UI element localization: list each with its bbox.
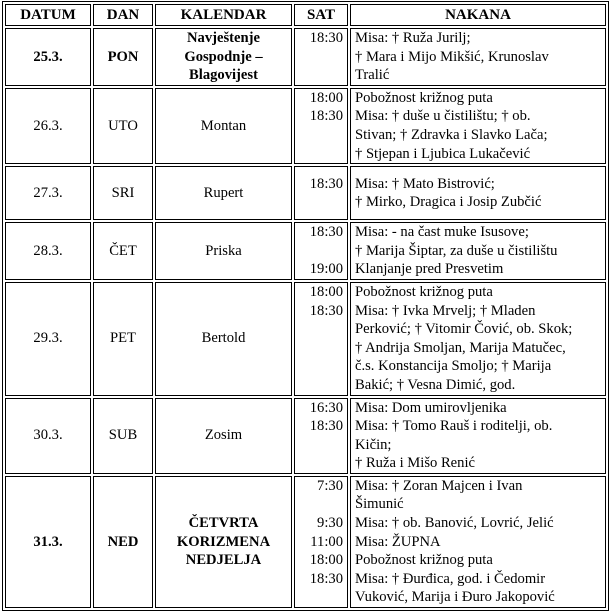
header-sat: SAT [294, 4, 348, 26]
intention-line: † Andrija Smoljan, Marija Matučec, [355, 339, 566, 356]
time-value: 18:30 [309, 175, 343, 192]
time-spacer [299, 454, 343, 473]
time-spacer [299, 376, 343, 395]
intention-cell [350, 88, 606, 164]
time-cell [294, 28, 348, 86]
intention-line: † Mara i Mijo Mikšić, Krunoslav [355, 48, 549, 65]
mass-schedule-table [2, 1, 609, 611]
calendar-cell [155, 222, 292, 280]
calendar-cell [155, 88, 292, 164]
time-spacer [299, 126, 343, 145]
intention-line: Misa: † duše u čistilištu; † ob. [355, 108, 531, 125]
time-spacer [299, 436, 343, 455]
header-kalendar: KALENDAR [155, 4, 292, 26]
calendar-cell [155, 166, 292, 220]
time-spacer [299, 588, 343, 607]
calendar-line: KORIZMENA [176, 533, 271, 550]
calendar-cell [155, 398, 292, 474]
time-value: 18:30 [309, 570, 343, 587]
table-row [5, 88, 606, 164]
calendar-cell [155, 28, 292, 86]
date-cell: 31.3. [5, 476, 91, 608]
time-value: 18:30 [309, 108, 343, 125]
intention-cell [350, 398, 606, 474]
day-cell: SRI [93, 166, 153, 220]
intention-cell [350, 28, 606, 86]
intention-line: Bakić; † Vesna Dimić, god. [355, 376, 516, 393]
intention-line: Misa: † Ruža Jurilj; [355, 30, 471, 46]
table-row [5, 222, 606, 280]
time-value: 18:30 [309, 418, 343, 435]
intention-line: Misa: † Zoran Majcen i Ivan [355, 477, 523, 494]
date-cell: 27.3. [5, 166, 91, 220]
time-spacer [299, 242, 343, 261]
time-spacer [299, 193, 343, 212]
calendar-line: Rupert [203, 184, 244, 201]
intention-line: Misa: † Ivka Mrvelj; † Mladen [355, 302, 536, 319]
header-datum: DATUM [5, 4, 91, 26]
time-value: 18:00 [309, 89, 343, 106]
time-cell [294, 88, 348, 164]
intention-line: Pobožnost križnog puta [355, 89, 493, 106]
calendar-line: Gospodnje – [184, 48, 263, 65]
day-cell: UTO [93, 88, 153, 164]
time-value: 18:00 [309, 552, 343, 569]
time-cell [294, 282, 348, 396]
intention-line: Misa: † Tomo Rauš i roditelji, ob. [355, 418, 553, 435]
intention-line: Perković; † Vitomir Čović, ob. Skok; [355, 321, 573, 338]
table-row [5, 282, 606, 396]
time-spacer [299, 320, 343, 339]
intention-line: † Mirko, Dragica i Josip Zubčić [355, 194, 542, 211]
intention-line: Stivan; † Zdravka i Slavko Lača; [355, 126, 548, 143]
intention-line: Misa: † Mato Bistrović; [355, 175, 495, 192]
day-cell: PET [93, 282, 153, 396]
time-spacer [299, 357, 343, 376]
intention-line: Misa: - na čast muke Isusove; [355, 224, 529, 241]
date-cell: 26.3. [5, 88, 91, 164]
calendar-line: ČETVRTA [188, 515, 259, 532]
calendar-line: Blagovijest [189, 67, 258, 84]
calendar-line: NEDJELJA [185, 552, 262, 569]
calendar-cell [155, 476, 292, 608]
day-cell: ČET [93, 222, 153, 280]
intention-line: Šimunić [355, 496, 404, 513]
time-cell [294, 166, 348, 220]
intention-line: Misa: † Đurđica, god. i Čedomir [355, 570, 546, 587]
intention-cell [350, 476, 606, 608]
intention-line: Vuković, Marija i Đuro Jakopović [355, 589, 555, 606]
header-dan: DAN [93, 4, 153, 26]
time-value: 18:30 [309, 302, 343, 319]
intention-line: Kičin; [355, 436, 392, 453]
date-cell: 30.3. [5, 398, 91, 474]
table-row [5, 28, 606, 86]
calendar-line: Navještenje [187, 30, 260, 46]
intention-cell [350, 282, 606, 396]
header-nakana: NAKANA [350, 4, 606, 26]
time-cell [294, 398, 348, 474]
intention-line: † Marija Šiptar, za duše u čistilištu [355, 242, 558, 259]
intention-line: Pobožnost križnog puta [355, 552, 493, 569]
time-value: 16:30 [309, 399, 343, 416]
table-row [5, 398, 606, 474]
day-cell: NED [93, 476, 153, 608]
time-spacer [299, 66, 343, 85]
intention-line: Pobožnost križnog puta [355, 283, 493, 300]
calendar-line: Zosim [204, 427, 243, 444]
intention-cell [350, 166, 606, 220]
time-value: 18:00 [309, 283, 343, 300]
time-value: 18:30 [309, 30, 343, 46]
date-cell: 25.3. [5, 28, 91, 86]
intention-line: Misa: Dom umirovljenika [355, 399, 507, 416]
day-cell: SUB [93, 398, 153, 474]
calendar-line: Bertold [201, 330, 246, 347]
time-value: 18:30 [309, 224, 343, 241]
date-cell: 28.3. [5, 222, 91, 280]
intention-line: Misa: † ob. Banović, Lovrić, Jelić [355, 515, 554, 532]
time-spacer [299, 495, 343, 514]
time-value: 11:00 [310, 533, 343, 550]
intention-line: † Ruža i Mišo Renić [355, 455, 475, 472]
intention-line: č.s. Konstancija Smoljo; † Marija [355, 358, 552, 375]
table-row [5, 476, 606, 608]
time-value: 19:00 [309, 261, 343, 278]
header-row [5, 4, 606, 26]
intention-line: † Stjepan i Ljubica Lukačević [355, 145, 531, 162]
time-value: 7:30 [317, 477, 343, 494]
calendar-line: Priska [205, 242, 242, 259]
intention-line: Misa: ŽUPNA [355, 533, 441, 550]
intention-line: Klanjanje pred Presvetim [355, 261, 504, 278]
time-value: 9:30 [317, 515, 343, 532]
date-cell: 29.3. [5, 282, 91, 396]
intention-line: Tralić [355, 67, 390, 84]
calendar-line: Montan [200, 117, 247, 134]
time-cell [294, 476, 348, 608]
intention-cell [350, 222, 606, 280]
time-spacer [299, 145, 343, 164]
table-row [5, 166, 606, 220]
calendar-cell [155, 282, 292, 396]
time-spacer [299, 48, 343, 67]
day-cell: PON [93, 28, 153, 86]
time-spacer [299, 339, 343, 358]
time-cell [294, 222, 348, 280]
